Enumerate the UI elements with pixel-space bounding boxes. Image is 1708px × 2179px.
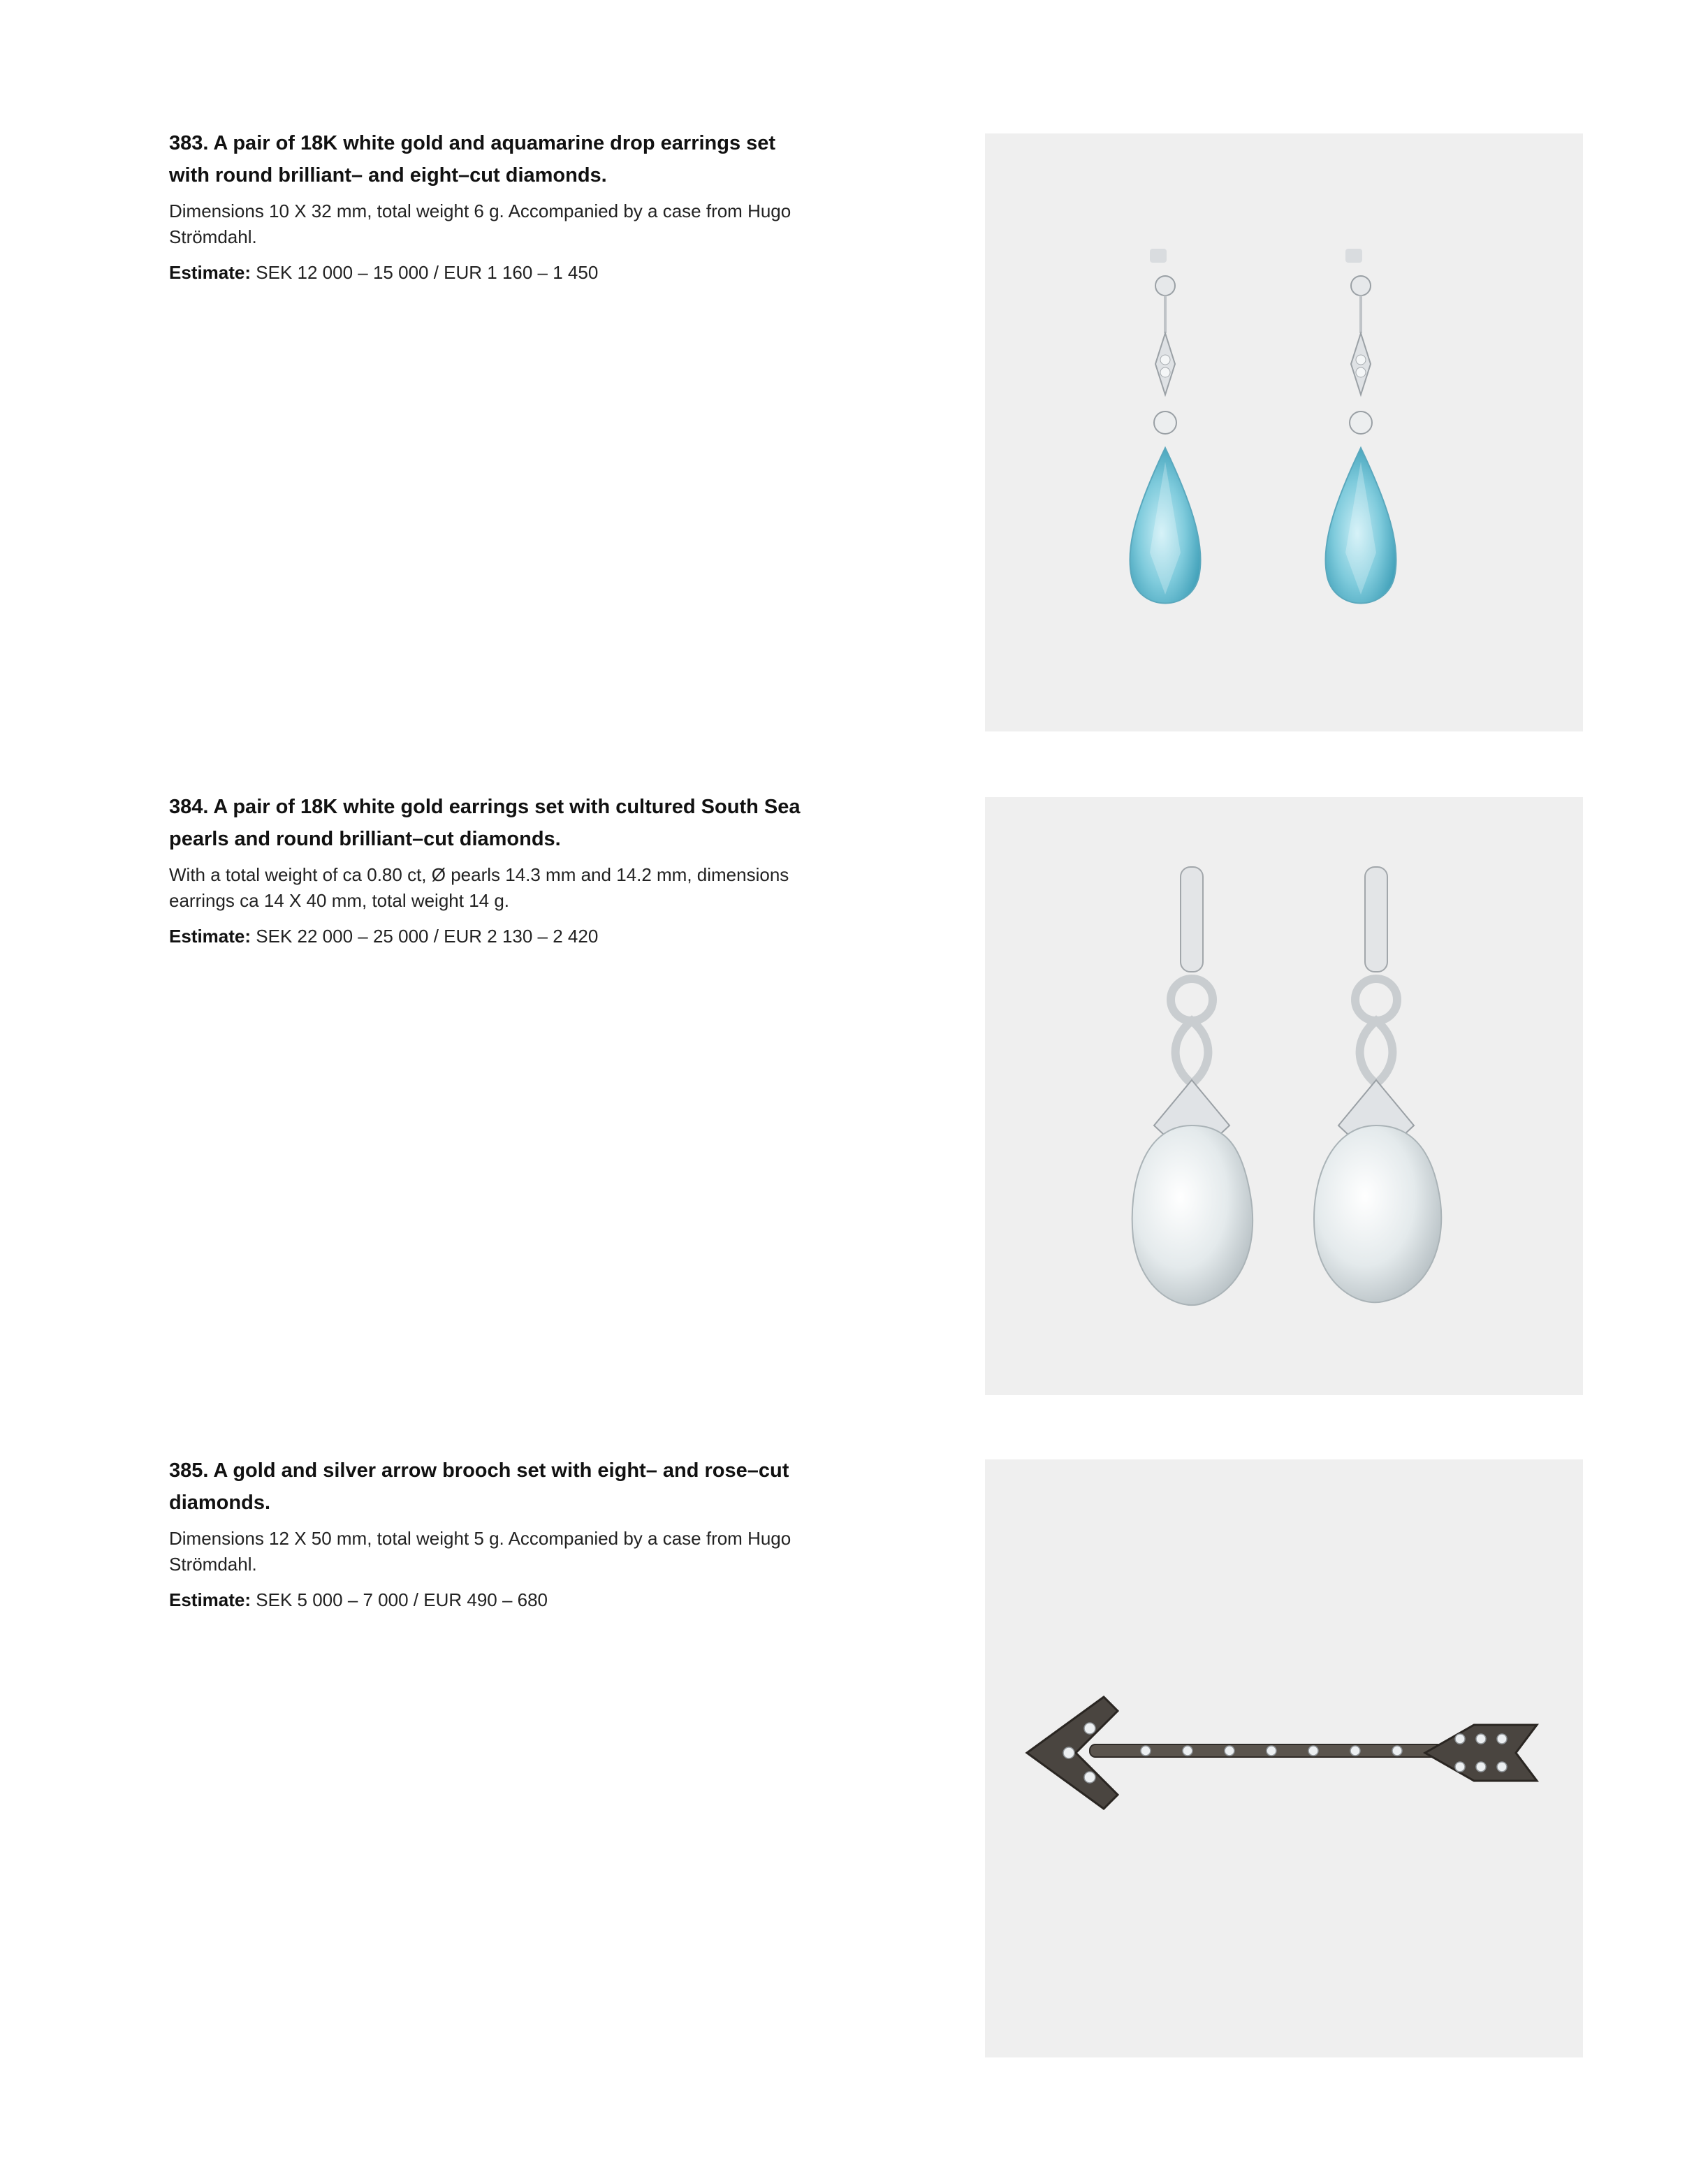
lot-title: 383. A pair of 18K white gold and aquamarine drop earrings set with round brilliant– and eight–cut diamonds.	[169, 132, 776, 187]
lot-description: Dimensions 12 X 50 mm, total weight 5 g. Accompanied by a case from Hugo Strömdahl.	[169, 1528, 791, 1575]
estimate-label: Estimate:	[169, 926, 251, 947]
aquamarine-earrings-illustration	[985, 133, 1583, 731]
estimate-label: Estimate:	[169, 262, 251, 283]
lot-383	[169, 127, 868, 286]
lot-estimate	[169, 260, 868, 286]
aquamarine-drop-earrings-photo	[985, 133, 1583, 731]
right-pearl-earring	[1314, 867, 1441, 1302]
right-earring	[1325, 249, 1396, 604]
lot-title: 385. A gold and silver arrow brooch set with eight– and rose–cut diamonds.	[169, 1459, 789, 1514]
lot-estimate	[169, 924, 868, 949]
lot-estimate	[169, 1587, 868, 1613]
estimate-value: SEK 5 000 – 7 000 / EUR 490 – 680	[256, 1589, 548, 1610]
pearl-diamond-earrings-photo	[985, 797, 1583, 1395]
arrow-brooch-photo	[985, 1459, 1583, 2057]
lot-384	[169, 791, 868, 949]
estimate-value: SEK 22 000 – 25 000 / EUR 2 130 – 2 420	[256, 926, 599, 947]
left-pearl-earring	[1132, 867, 1253, 1305]
lot-title: 384. A pair of 18K white gold earrings set with cultured South Sea pearls and round brilliant–cut diamonds.	[169, 796, 801, 850]
arrow-brooch	[1027, 1697, 1537, 1809]
lot-description: Dimensions 10 X 32 mm, total weight 6 g. Accompanied by a case from Hugo Strömdahl.	[169, 201, 791, 247]
arrow-brooch-illustration	[985, 1459, 1583, 2057]
lot-description: With a total weight of ca 0.80 ct, Ø pearls 14.3 mm and 14.2 mm, dimensions earrings ca 14 X 40 mm, total weight 14 g.	[169, 864, 789, 911]
left-earring	[1130, 249, 1200, 604]
pearl-earrings-illustration	[985, 797, 1583, 1395]
lot-385	[169, 1455, 868, 1613]
estimate-label: Estimate:	[169, 1589, 251, 1610]
estimate-value: SEK 12 000 – 15 000 / EUR 1 160 – 1 450	[256, 262, 599, 283]
